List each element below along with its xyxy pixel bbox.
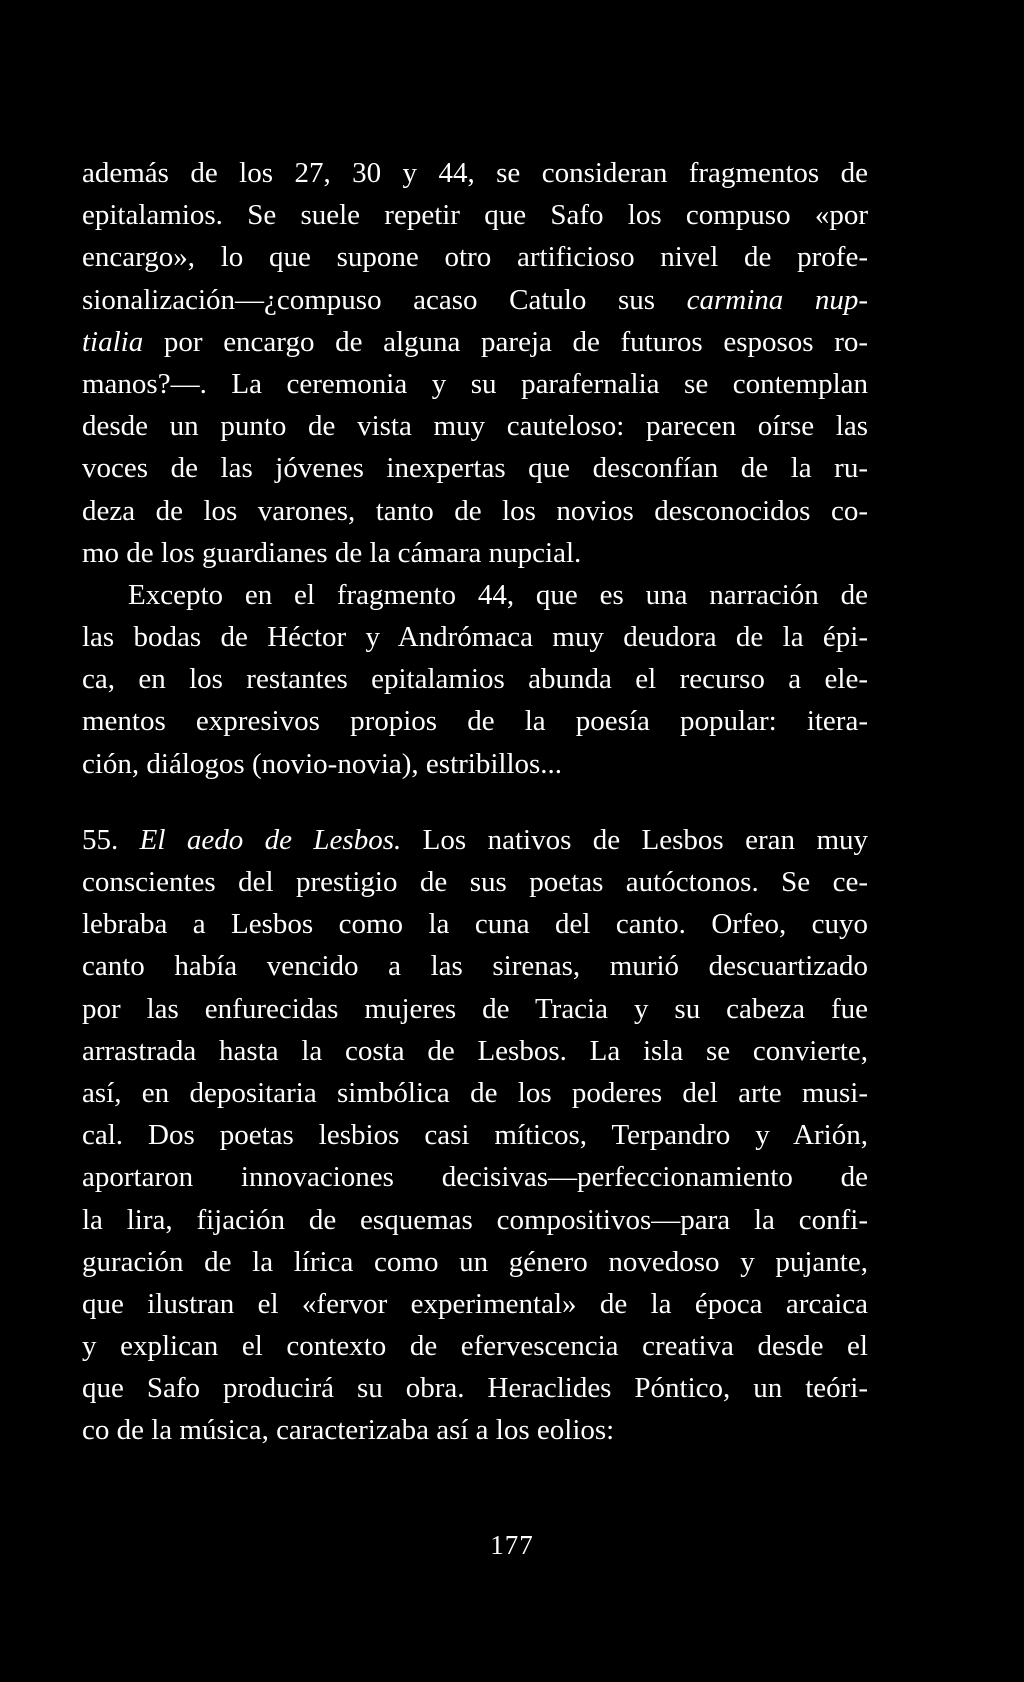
text-line: ca, en los restantes epitalamios abunda el recurso a ele- bbox=[82, 663, 868, 696]
text-line: conscientes del prestigio de sus poetas autóctonos. Se ce- bbox=[82, 866, 868, 898]
text-line: la lira, fijación de esquemas compositivos—para la confi- bbox=[82, 1203, 868, 1236]
text-line: que ilustran el «fervor experimental» de la época arcaica bbox=[82, 1287, 868, 1320]
text-line: cal. Dos poetas lesbios casi míticos, Terpandro y Arión, bbox=[82, 1119, 868, 1152]
text-line: así, en depositaria simbólica de los poderes del arte musi- bbox=[82, 1076, 868, 1109]
text-line: además de los 27, 30 y 44, se consideran fragmentos de bbox=[82, 157, 868, 189]
text-line: deza de los varones, tanto de los novios desconocidos co- bbox=[82, 494, 868, 527]
text-line: Excepto en el fragmento 44, que es una narración de bbox=[128, 578, 868, 611]
paragraph-epitalamios bbox=[82, 152, 868, 574]
text-line: voces de las jóvenes inexpertas que desconfían de la ru- bbox=[82, 452, 868, 485]
text-span: sionalización—¿compuso acaso Catulo sus bbox=[82, 283, 656, 316]
text-line: guración de la lírica como un género novedoso y pujante, bbox=[82, 1245, 868, 1278]
text-span: por encargo de alguna pareja de futuros esposos ro- bbox=[163, 325, 869, 358]
text-line bbox=[82, 321, 868, 363]
section-gap bbox=[82, 785, 868, 819]
text-line: aportaron innovaciones decisivas—perfeccionamiento de bbox=[82, 1161, 868, 1194]
italic-title: carmina nup- bbox=[686, 283, 868, 316]
text-line: ción, diálogos (novio-novia), estribillos... bbox=[82, 747, 563, 780]
text-line: por las enfurecidas mujeres de Tracia y su cabeza fue bbox=[82, 992, 868, 1025]
text-line: desde un punto de vista muy cauteloso: parecen oírse las bbox=[82, 410, 868, 443]
text-line: y explican el contexto de efervescencia creativa desde el bbox=[82, 1330, 868, 1363]
text-line bbox=[82, 279, 868, 321]
text-line: encargo», lo que supone otro artificioso nivel de profe- bbox=[82, 241, 868, 274]
text-line: lebraba a Lesbos como la cuna del canto. Orfeo, cuyo bbox=[82, 908, 868, 941]
text-span: Los nativos de Lesbos eran muy bbox=[422, 823, 868, 856]
italic-title: tialia bbox=[82, 325, 144, 358]
page-number: 177 bbox=[490, 1530, 534, 1560]
text-line: epitalamios. Se suele repetir que Safo los compuso «por bbox=[82, 199, 868, 232]
text-line: las bodas de Héctor y Andrómaca muy deudora de la épi- bbox=[82, 621, 868, 654]
text-line: co de la música, caracterizaba así a los eolios: bbox=[82, 1414, 615, 1447]
text-line: canto había vencido a las sirenas, murió descuartizado bbox=[82, 950, 868, 983]
note-55 bbox=[82, 819, 868, 1452]
note-title: El aedo de Lesbos. bbox=[139, 823, 402, 856]
page-body bbox=[82, 152, 868, 1452]
text-line: manos?—. La ceremonia y su parafernalia se contemplan bbox=[82, 367, 868, 400]
text-line bbox=[82, 819, 868, 861]
text-line: arrastrada hasta la costa de Lesbos. La isla se convierte, bbox=[82, 1034, 868, 1067]
paragraph-fragmento-44 bbox=[82, 574, 868, 785]
text-line: mentos expresivos propios de la poesía popular: itera- bbox=[82, 705, 868, 738]
note-number: 55. bbox=[82, 823, 119, 856]
text-line: mo de los guardianes de la cámara nupcial. bbox=[82, 536, 582, 569]
text-line: que Safo producirá su obra. Heraclides Póntico, un teóri- bbox=[82, 1372, 868, 1405]
